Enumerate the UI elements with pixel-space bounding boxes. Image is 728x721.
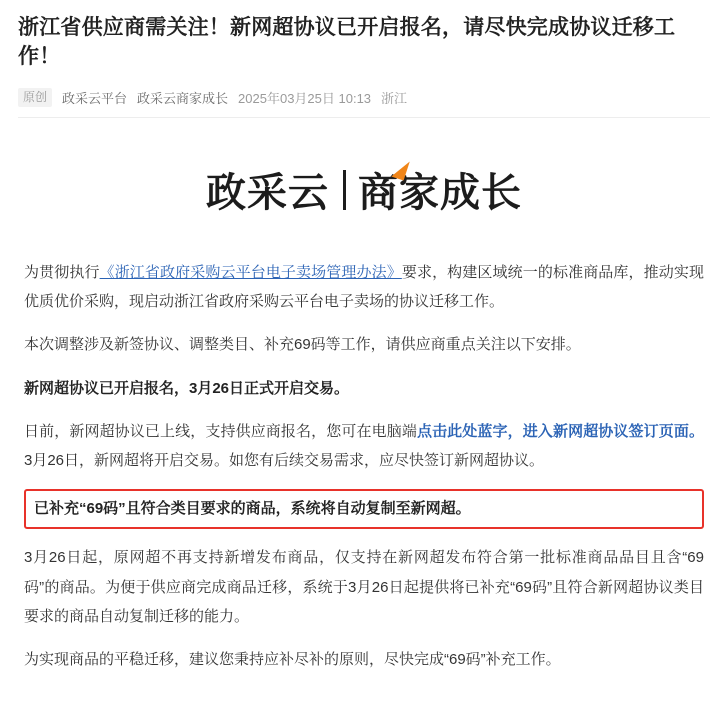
meta-account-link[interactable]: 政采云商家成长 [137, 90, 229, 106]
p4-seg-0: 日前，新网超协议已上线，支持供应商报名，您可在电脑端 [24, 422, 417, 440]
p4-seg-2: 3月26日，新网超将开启交易。如您有后续交易需求，应尽快签订新网超协议。 [24, 452, 545, 470]
logo-divider [343, 170, 346, 210]
meta-datetime: 2025年03月25日 10:13 [238, 90, 372, 106]
article-meta [18, 88, 710, 107]
logo-right-text [358, 161, 522, 218]
sign-agreement-link[interactable]: 点击此处蓝字，进入新网超协议签订页面。 [416, 422, 704, 440]
highlight-callout [24, 489, 704, 529]
p1-seg-0: 为贯彻执行 [24, 263, 100, 281]
paragraph-2: 本次调整涉及新签协议、调整类目、补充69码等工作，请供应商重点关注以下安排。 [24, 336, 581, 354]
meta-platform-link[interactable]: 政采云平台 [62, 90, 128, 106]
header-divider [18, 117, 710, 118]
p1-seg-2: 要求，构建区域统一的标准商品库，推动实现优质优价采购，现启动浙江省政府采购云平台电子卖场的协议迁移工作。 [24, 263, 704, 311]
paragraph-4 [24, 417, 704, 476]
brand-logo [18, 140, 710, 240]
original-badge: 原创 [18, 88, 52, 106]
page-title: 浙江省供应商需关注！新网超协议已开启报名，请尽快完成协议迁移工作！ [18, 16, 676, 68]
paragraph-1 [24, 258, 704, 317]
policy-document-link[interactable]: 《浙江省政府采购云平台电子卖场管理办法》 [99, 263, 402, 281]
paragraph-6: 3月26日起，原网超不再支持新增发布商品，仅支持在新网超发布符合第一批标准商品品目且含“69码”的商品。为便于供应商完成商品迁移，系统于3月26日起提供将已补充“69码”且符合新网超协议类目要求的商品自动复制迁移的能力。 [24, 549, 704, 625]
logo-right-label: 商家成长 [358, 170, 522, 216]
article-body [18, 258, 710, 675]
paragraph-7: 为实现商品的平稳迁移，建议您秉持应补尽补的原则，尽快完成“69码”补充工作。 [24, 651, 561, 669]
logo-left-text: 政采云 [206, 170, 329, 216]
highlight-text: 已补充“69码”且符合类目要求的商品，系统将自动复制至新网超。 [34, 500, 471, 518]
paragraph-3-heading: 新网超协议已开启报名，3月26日正式开启交易。 [24, 379, 350, 397]
meta-location: 浙江 [381, 90, 408, 106]
